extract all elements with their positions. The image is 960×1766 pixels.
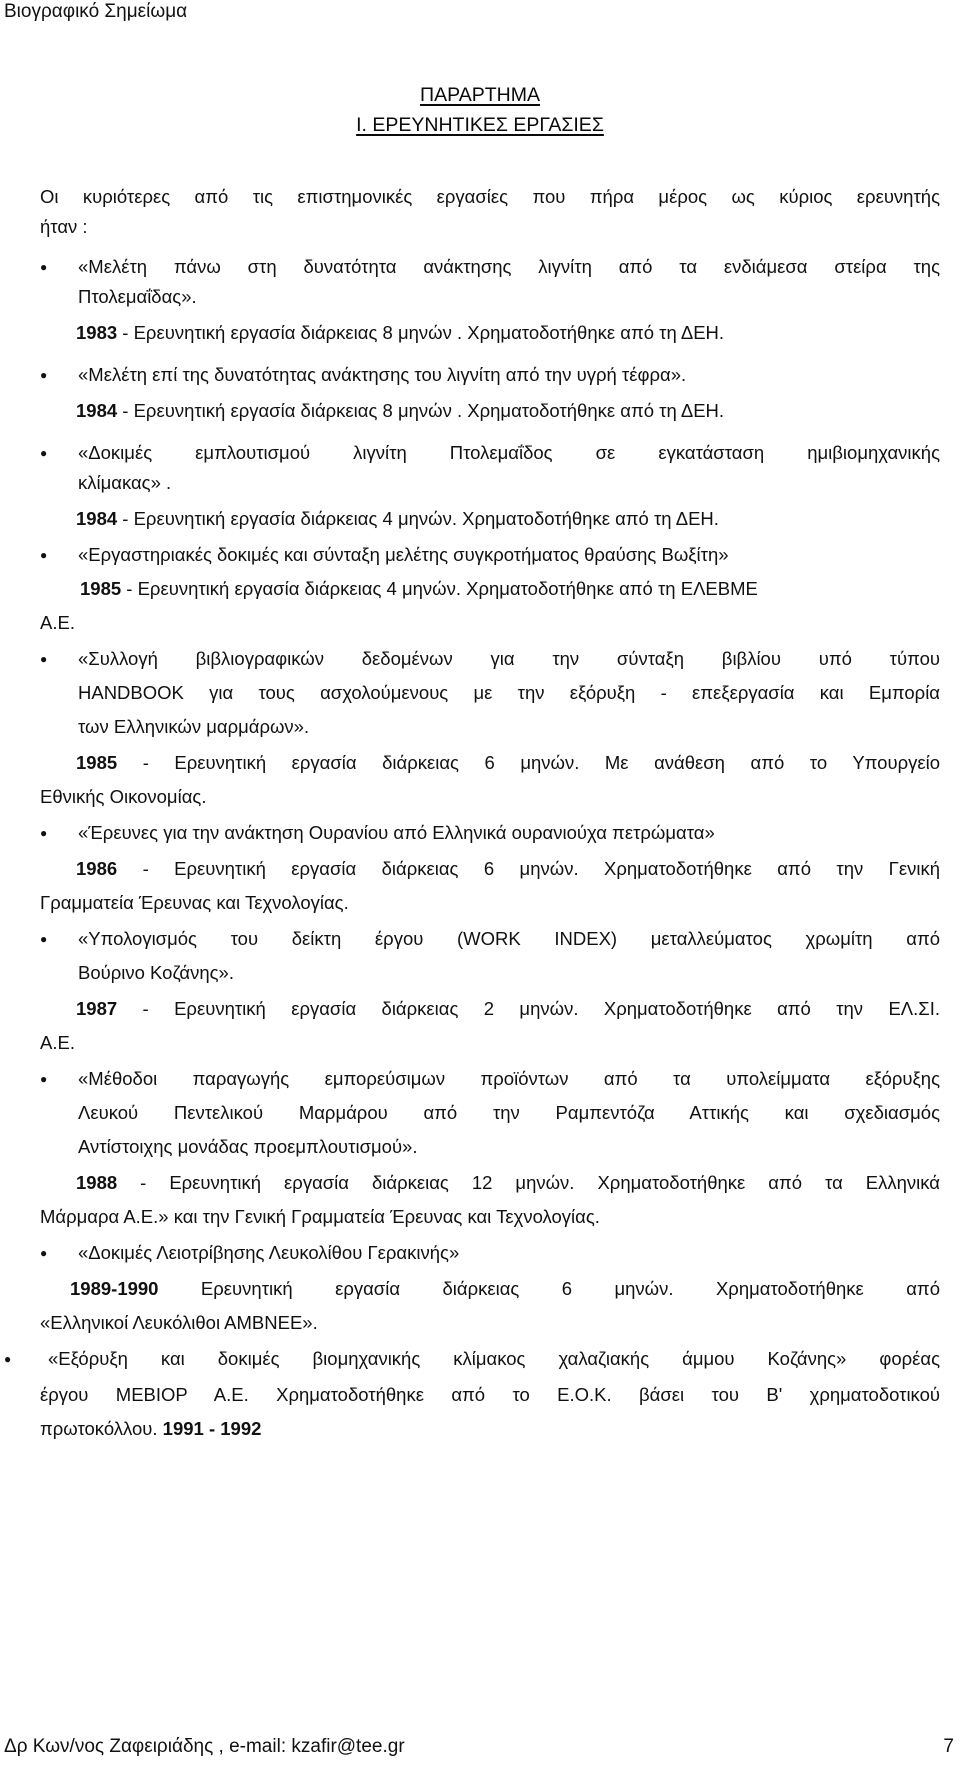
bullet-icon: ●: [40, 548, 48, 562]
item-title-line: «Εξόρυξη και δοκιμές βιομηχανικής κλίμακος χαλαζιακής άμμου Κοζάνης» φορέας: [48, 1348, 940, 1369]
item-title-line: HANDBOOK για τους ασχολούμενους με την εξόρυξη - επεξεργασία και Εμπορία: [78, 682, 940, 703]
section-title: Ι. ΕΡΕΥΝΗΤΙΚΕΣ ΕΡΓΑΣΙΕΣ: [356, 114, 604, 136]
item-year: 1985: [80, 578, 122, 599]
bullet-icon: ●: [40, 368, 48, 382]
item-title-line: «Δοκιμές εμπλουτισμού λιγνίτη Πτολεμαΐδος σε εγκατάσταση ημιβιομηχανικής: [78, 442, 940, 463]
item-year: 1984: [76, 400, 118, 421]
item-note-cont: «Ελληνικοί Λευκόλιθοι ΑΜΒΝΕΕ».: [40, 1312, 318, 1333]
bullet-icon: ●: [40, 260, 48, 274]
footer-author: Δρ Κων/νος Ζαφειριάδης , e-mail: kzafir@tee.gr: [4, 1736, 405, 1757]
item-title-line: Βούρινο Κοζάνης».: [78, 962, 234, 983]
bullet-icon: ●: [40, 1072, 48, 1086]
item-note: 1984 - Ερευνητική εργασία διάρκειας 4 μηνών. Χρηματοδοτήθηκε από τη ΔΕΗ.: [76, 508, 719, 529]
item-note: 1989-1990 Ερευνητική εργασία διάρκειας 6 μηνών. Χρηματοδοτήθηκε από: [70, 1278, 940, 1299]
item-note: 1987 - Ερευνητική εργασία διάρκειας 2 μηνών. Χρηματοδοτήθηκε από την ΕΛ.ΣΙ.: [76, 998, 940, 1019]
item-note: 1988 - Ερευνητική εργασία διάρκειας 12 μηνών. Χρηματοδοτήθηκε από τα Ελληνικά: [76, 1172, 940, 1193]
item-title-line: «Μελέτη πάνω στη δυνατότητα ανάκτησης λιγνίτη από τα ενδιάμεσα στείρα της: [78, 256, 940, 277]
page-footer: [4, 1736, 954, 1758]
page-number: 7: [943, 1736, 954, 1757]
intro-line-1: Οι κυριότερες από τις επιστημονικές εργασίες που πήρα μέρος ως κύριος ερευνητής: [40, 186, 940, 207]
item-note-cont: Γραμματεία Έρευνας και Τεχνολογίας.: [40, 892, 349, 913]
item-note-cont: Εθνικής Οικονομίας.: [40, 786, 207, 807]
bullet-icon: ●: [40, 932, 48, 946]
item-year: 1989-1990: [70, 1278, 159, 1299]
item-note-cont: Α.Ε.: [40, 612, 75, 633]
item-year: 1984: [76, 508, 118, 529]
item-title-line: «Συλλογή βιβλιογραφικών δεδομένων για την σύνταξη βιβλίου υπό τύπου: [78, 648, 940, 669]
item-title-line: των Ελληνικών μαρμάρων».: [78, 716, 310, 737]
item-year: 1985: [76, 752, 118, 773]
item-title-line: Λευκού Πεντελικού Μαρμάρου από την Ραμπεντόζα Αττικής και σχεδιασμός: [78, 1102, 940, 1123]
item-year: 1988: [76, 1172, 118, 1193]
item-title-line: κλίμακας» .: [78, 472, 172, 493]
item-note: 1984 - Ερευνητική εργασία διάρκειας 8 μηνών . Χρηματοδοτήθηκε από τη ΔΕΗ.: [76, 400, 725, 421]
item-title-line: «Μελέτη επί της δυνατότητας ανάκτησης του λιγνίτη από την υγρή τέφρα».: [78, 364, 687, 385]
item-note: 1985 - Ερευνητική εργασία διάρκειας 6 μηνών. Με ανάθεση από το Υπουργείο: [76, 752, 940, 773]
item-note: 1983 - Ερευνητική εργασία διάρκειας 8 μηνών . Χρηματοδοτήθηκε από τη ΔΕΗ.: [76, 322, 725, 343]
item-title-line: έργου ΜΕΒΙΟΡ Α.Ε. Χρηματοδοτήθηκε από το Ε.Ο.Κ. βάσει του Β' χρηματοδοτικού: [40, 1384, 940, 1405]
item-note-cont: Α.Ε.: [40, 1032, 75, 1053]
bullet-icon: ●: [40, 446, 48, 460]
appendix-title: ΠΑΡΑΡΤΗΜΑ: [420, 84, 540, 106]
heading: [0, 80, 960, 140]
item-note: 1985 - Ερευνητική εργασία διάρκειας 4 μηνών. Χρηματοδοτήθηκε από τη ΕΛΕΒΜΕ: [80, 578, 758, 599]
item-title-line: «Μέθοδοι παραγωγής εμπορεύσιμων προϊόντων από τα υπολείμματα εξόρυξης: [78, 1068, 940, 1089]
item-note-cont: Μάρμαρα Α.Ε.» και την Γενική Γραμματεία Έρευνας και Τεχνολογίας.: [40, 1206, 600, 1227]
item-year: 1987: [76, 998, 118, 1019]
bullet-icon: ●: [40, 826, 48, 840]
bullet-icon: ●: [4, 1352, 12, 1366]
item-year: 1991 - 1992: [162, 1418, 262, 1439]
page-header: Βιογραφικό Σημείωμα: [4, 1, 188, 22]
item-year: 1986: [76, 858, 118, 879]
item-title-line: «Υπολογισμός του δείκτη έργου (WORK INDEX) μεταλλεύματος χρωμίτη από: [78, 928, 940, 949]
item-title-line: Πτολεμαΐδας».: [78, 286, 197, 307]
item-title-line: Αντίστοιχης μονάδας προεμπλουτισμού».: [78, 1136, 418, 1157]
item-year: 1983: [76, 322, 118, 343]
intro-line-2: ήταν :: [40, 216, 88, 237]
item-title-line: «Εργαστηριακές δοκιμές και σύνταξη μελέτης συγκροτήματος θραύσης Βωξίτη»: [78, 544, 729, 565]
item-title-line: πρωτοκόλλου. 1991 - 1992: [40, 1418, 262, 1439]
item-title-line: «Έρευνες για την ανάκτηση Ουρανίου από Ελληνικά ουρανιούχα πετρώματα»: [78, 822, 715, 843]
item-note: 1986 - Ερευνητική εργασία διάρκειας 6 μηνών. Χρηματοδοτήθηκε από την Γενική: [76, 858, 940, 879]
item-title-line: «Δοκιμές Λειοτρίβησης Λευκολίθου Γερακινής»: [78, 1242, 460, 1263]
bullet-icon: ●: [40, 1246, 48, 1260]
bullet-icon: ●: [40, 652, 48, 666]
